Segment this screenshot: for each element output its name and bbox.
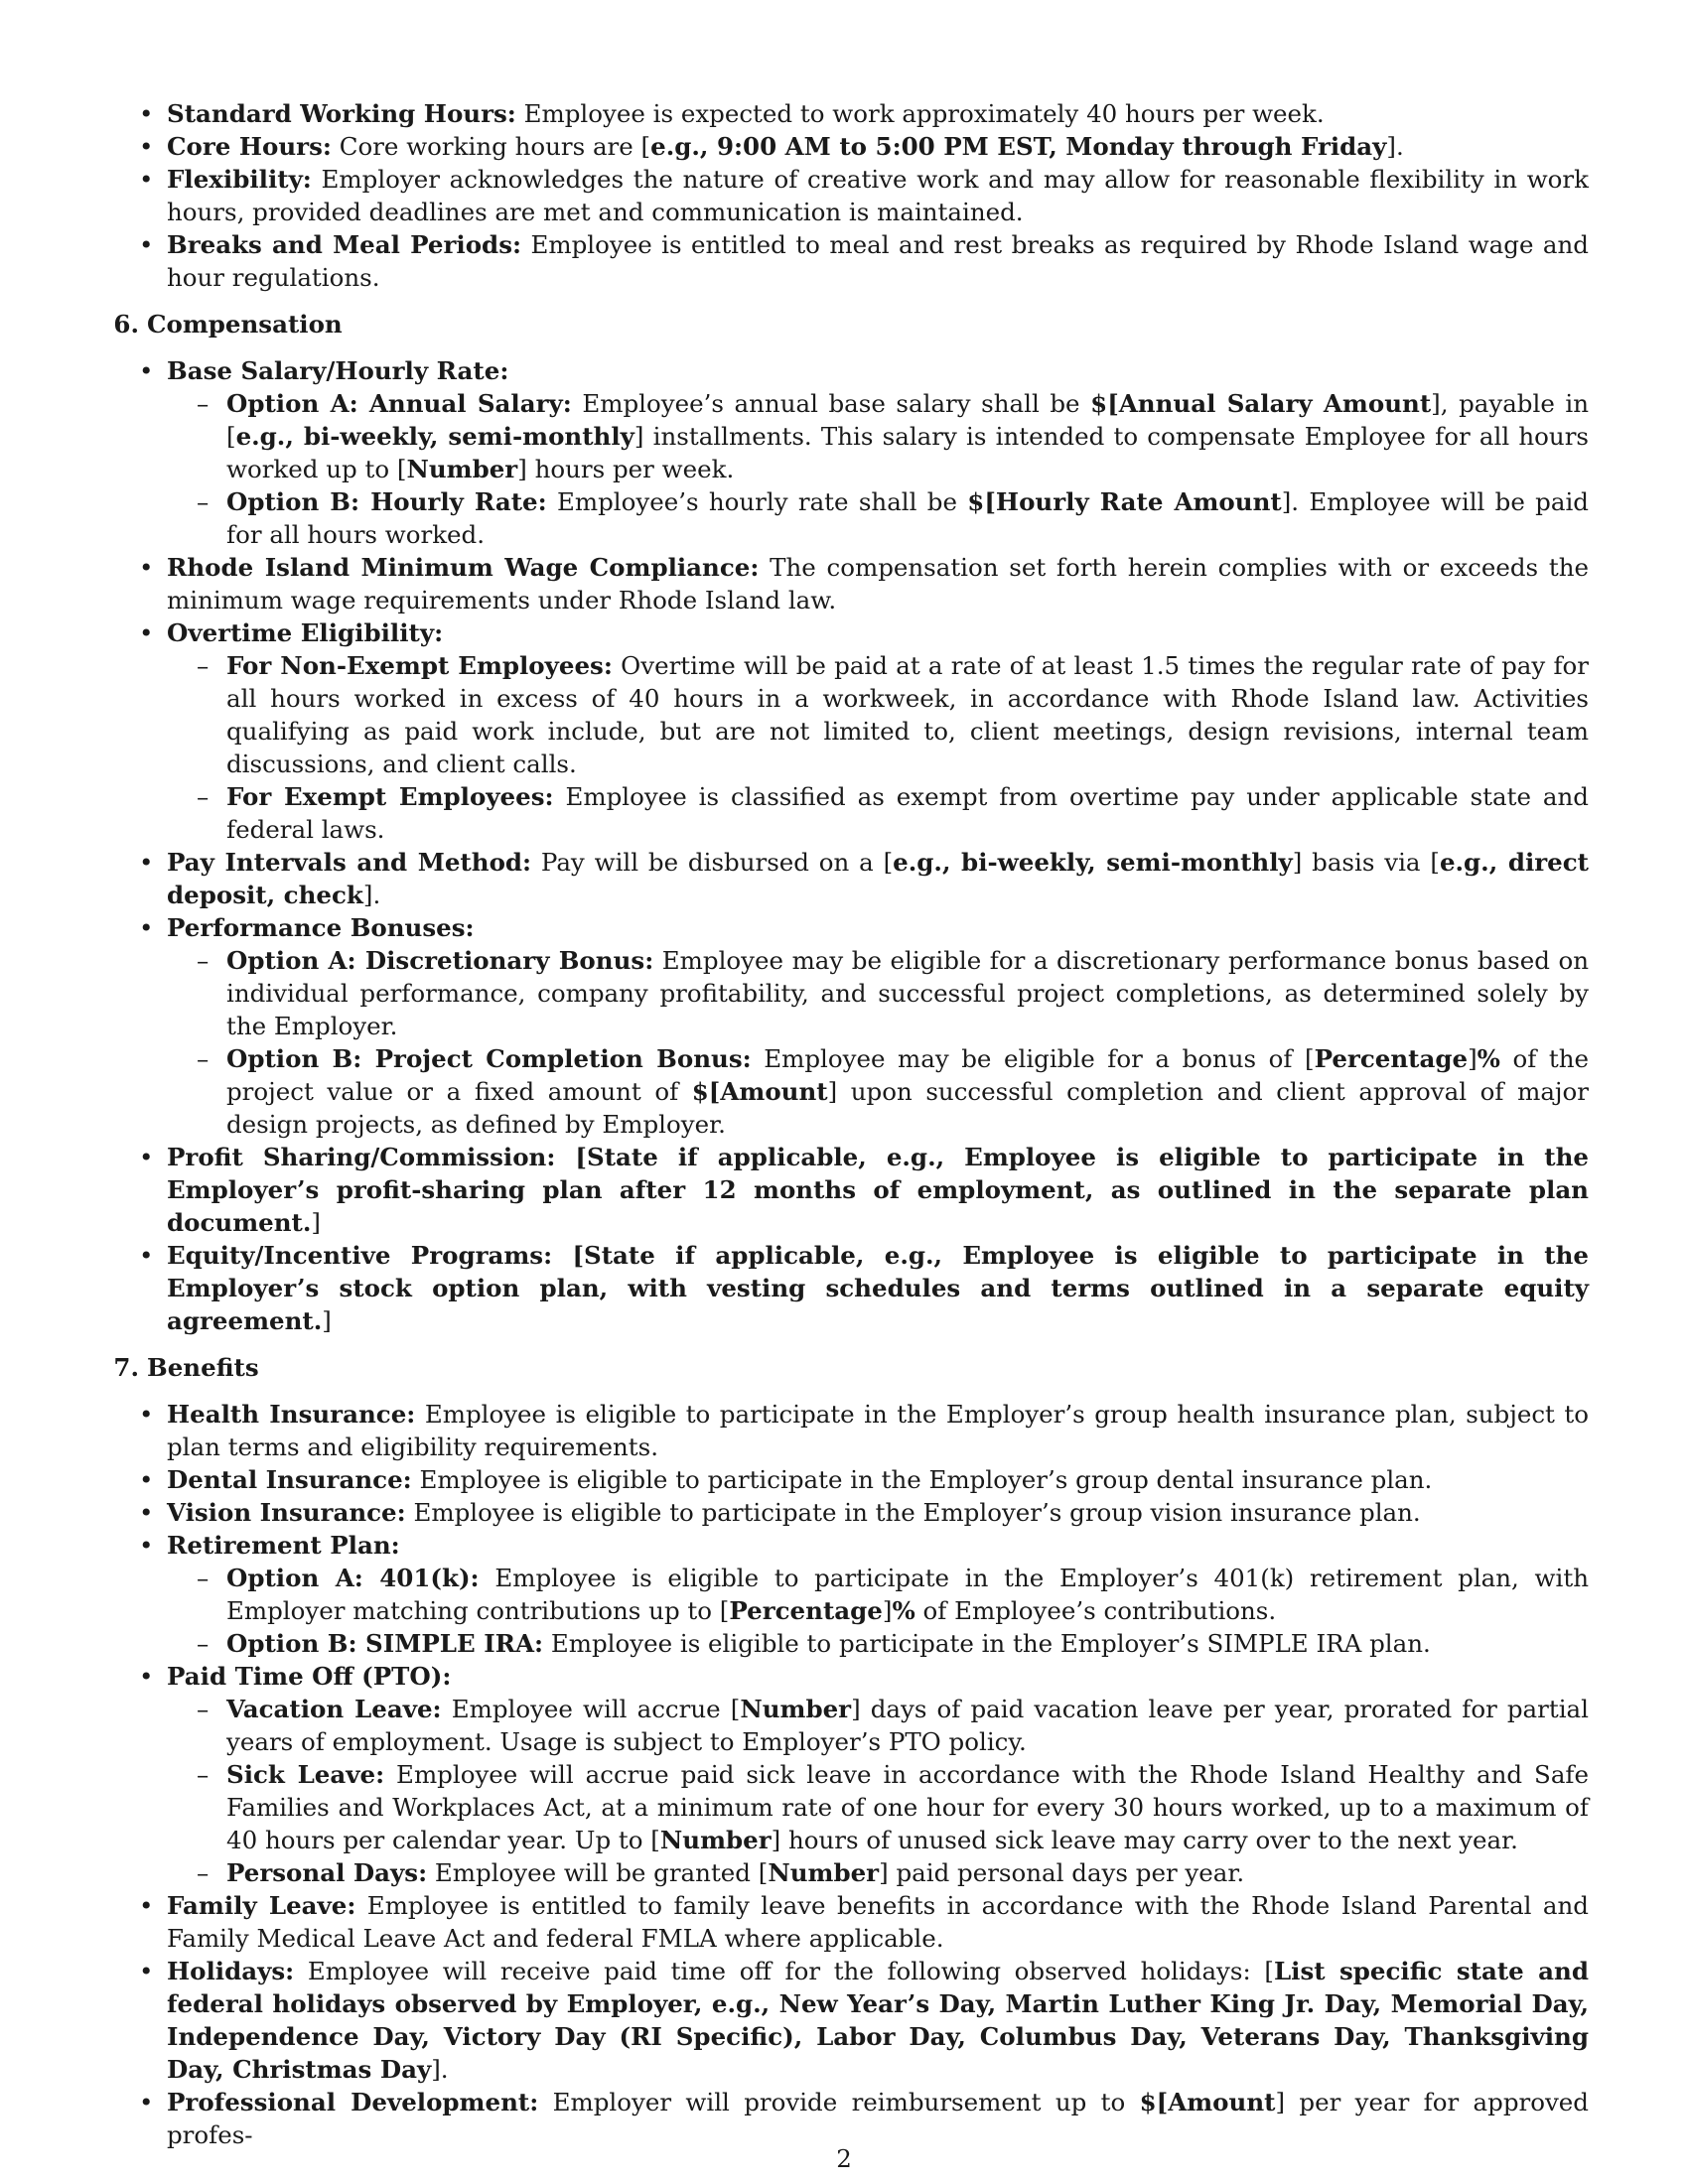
bullet-lead-label: Flexibility: xyxy=(167,165,312,194)
bullet-lead-label: Health Insurance: xyxy=(167,1400,416,1429)
placeholder-text: % xyxy=(1477,1044,1500,1073)
section-6-heading xyxy=(99,308,1589,341)
sub-list xyxy=(167,387,1589,551)
clause-text: ] xyxy=(311,1208,321,1237)
clause-text: of the project value or a fixed amount of xyxy=(226,1044,1589,1106)
sub-list xyxy=(167,944,1589,1141)
placeholder-text: e.g., bi-weekly, semi-monthly xyxy=(893,848,1293,877)
placeholder-text: [State if applicable, e.g., Employee is eligible to participate in the Employer’s stock option plan, with vesting schedules and terms outlined in a separate equity agreement. xyxy=(167,1241,1590,1335)
bullet-lead-label: Breaks and Meal Periods: xyxy=(167,230,522,259)
bullet-lead-label: Standard Working Hours: xyxy=(167,99,516,128)
placeholder-text: e.g., direct deposit, check xyxy=(167,848,1589,909)
bullet-lead-label: Family Leave: xyxy=(167,1891,356,1920)
placeholder-text: Number xyxy=(659,1826,772,1854)
list-item-retirement-plan xyxy=(167,1529,1589,1660)
list-item-rhode-island-minimum-wage-compliance xyxy=(167,551,1589,616)
placeholder-text: $[Hourly Rate Amount xyxy=(967,487,1282,516)
sub-list xyxy=(167,1562,1589,1660)
clause-text: Employee will accrue paid sick leave in accordance with the Rhode Island Healthy and Safe Families and Workplaces Act, at a minimum rate of one hour for every 30 hours worked, up to a maximum of 40 hours per calendar year. Up to [ xyxy=(226,1760,1589,1854)
clause-text: ] upon successful completion and client approval of major design projects, as defined by Employer. xyxy=(226,1077,1589,1139)
clause-text: ] paid personal days per year. xyxy=(879,1858,1245,1887)
placeholder-text: e.g., bi-weekly, semi-monthly xyxy=(235,422,634,451)
document-body xyxy=(113,97,1590,2151)
placeholder-text: Number xyxy=(740,1695,852,1723)
clause-text: ] xyxy=(1468,1044,1477,1073)
sub-lead-label: Option B: SIMPLE IRA: xyxy=(226,1629,544,1658)
bullet-lead-label: Paid Time Off (PTO): xyxy=(167,1662,452,1691)
bullet-lead-label: Holidays: xyxy=(167,1957,295,1985)
clause-text: ] basis via [ xyxy=(1292,848,1440,877)
placeholder-text: e.g., 9:00 AM to 5:00 PM EST, Monday through Friday xyxy=(650,132,1387,161)
placeholder-text: $[Amount xyxy=(1139,2088,1276,2116)
bullet-lead-label: Performance Bonuses: xyxy=(167,913,475,942)
working-hours-list xyxy=(167,97,1589,294)
section-7-heading xyxy=(99,1351,1589,1384)
clause-text: ] hours per week. xyxy=(517,455,735,483)
bullet-lead-label: Vision Insurance: xyxy=(167,1498,406,1527)
placeholder-text: % xyxy=(892,1596,915,1625)
sub-item-option-a-annual-salary xyxy=(226,387,1589,485)
sub-lead-label: Option A: Discretionary Bonus: xyxy=(226,946,654,975)
list-item-dental-insurance xyxy=(167,1463,1589,1496)
clause-text: of Employee’s contributions. xyxy=(914,1596,1277,1625)
sub-item-vacation-leave xyxy=(226,1693,1589,1758)
clause-text: Employer acknowledges the nature of creative work and may allow for reasonable flexibility in work hours, provided deadlines are met and communication is maintained. xyxy=(167,165,1589,226)
sub-item-personal-days xyxy=(226,1856,1589,1889)
bullet-lead-label: Equity/Incentive Programs: xyxy=(167,1241,553,1270)
clause-text: ] xyxy=(882,1596,893,1625)
clause-text: Employee may be eligible for a bonus of [ xyxy=(751,1044,1315,1073)
clause-text: ] per year for approved profes- xyxy=(167,2088,1589,2149)
bullet-lead-label: Pay Intervals and Method: xyxy=(167,848,532,877)
sub-item-sick-leave xyxy=(226,1758,1589,1856)
placeholder-text: $[Amount xyxy=(691,1077,828,1106)
list-item-profit-sharing-commission xyxy=(167,1141,1589,1239)
clause-text: Employee is entitled to family leave benefits in accordance with the Rhode Island Parental and Family Medical Leave Act and federal FMLA where applicable. xyxy=(167,1891,1589,1953)
placeholder-text: Percentage xyxy=(1314,1044,1469,1073)
clause-text: Employee is classified as exempt from overtime pay under applicable state and federal laws. xyxy=(226,782,1589,844)
clause-text: Employee’s hourly rate shall be xyxy=(546,487,968,516)
sub-item-option-a-discretionary-bonus xyxy=(226,944,1589,1042)
clause-text: ] hours of unused sick leave may carry over to the next year. xyxy=(771,1826,1518,1854)
clause-text: ], payable in [ xyxy=(226,389,1590,451)
sub-item-option-b-hourly-rate xyxy=(226,485,1589,551)
clause-text: Employee is eligible to participate in the Employer’s 401(k) retirement plan, with Employer matching contributions up to [ xyxy=(226,1564,1589,1625)
clause-text: ]. Employee will be paid for all hours worked. xyxy=(226,487,1589,549)
section-6-title: Compensation xyxy=(147,310,343,339)
clause-text: ]. xyxy=(1386,132,1404,161)
clause-text: Employee will receive paid time off for the following observed holidays: [ xyxy=(294,1957,1274,1985)
list-item-vision-insurance xyxy=(167,1496,1589,1529)
placeholder-text: [State if applicable, e.g., Employee is eligible to participate in the Employer’s profit-sharing plan after 12 months of employment, as outlined in the separate plan document. xyxy=(167,1143,1590,1237)
clause-text: Core working hours are [ xyxy=(331,132,651,161)
bullet-lead-label: Profit Sharing/Commission: xyxy=(167,1143,556,1171)
clause-text: ]. xyxy=(362,881,381,909)
clause-text: ] xyxy=(322,1306,332,1335)
clause-text: Employee is eligible to participate in the Employer’s group vision insurance plan. xyxy=(405,1498,1421,1527)
section-6-number: 6. xyxy=(113,310,139,339)
sub-lead-label: Option B: Project Completion Bonus: xyxy=(226,1044,752,1073)
clause-text: Employee is expected to work approximately 40 hours per week. xyxy=(515,99,1325,128)
clause-text: Employee’s annual base salary shall be xyxy=(571,389,1091,418)
clause-text: ] days of paid vacation leave per year, prorated for partial years of employment. Usage is subject to Employer’s PTO policy. xyxy=(226,1695,1590,1756)
placeholder-text: Number xyxy=(406,455,518,483)
clause-text: Employer will provide reimbursement up to xyxy=(538,2088,1140,2116)
sub-item-option-b-simple-ira xyxy=(226,1627,1589,1660)
list-item-standard-working-hours xyxy=(167,97,1589,130)
list-item-paid-time-off-pto xyxy=(167,1660,1589,1889)
placeholder-text: Percentage xyxy=(729,1596,883,1625)
sub-list xyxy=(167,649,1589,846)
clause-text: Employee will be granted [ xyxy=(427,1858,769,1887)
sub-lead-label: For Exempt Employees: xyxy=(226,782,554,811)
placeholder-text: List specific state and federal holidays observed by Employer, e.g., New Year’s Day, Martin Luther King Jr. Day, Memorial Day, Independence Day, Victory Day (RI Specific), Labor Day, Columbus Day, Veterans Day, Thanksgiving Day, Christmas Day xyxy=(167,1957,1589,2084)
sub-item-for-exempt-employees xyxy=(226,780,1589,846)
list-item-family-leave xyxy=(167,1889,1589,1955)
clause-text: Employee is entitled to meal and rest breaks as required by Rhode Island wage and hour regulations. xyxy=(167,230,1589,292)
sub-lead-label: Vacation Leave: xyxy=(226,1695,442,1723)
section-7-title: Benefits xyxy=(147,1353,259,1382)
bullet-lead-label: Core Hours: xyxy=(167,132,332,161)
placeholder-text: $[Annual Salary Amount xyxy=(1090,389,1432,418)
sub-list xyxy=(167,1693,1589,1889)
bullet-lead-label: Professional Development: xyxy=(167,2088,539,2116)
bullet-lead-label: Overtime Eligibility: xyxy=(167,618,444,647)
list-item-overtime-eligibility xyxy=(167,616,1589,846)
clause-text: Employee is eligible to participate in the Employer’s group health insurance plan, subject to plan terms and eligibility requirements. xyxy=(167,1400,1589,1461)
compensation-list xyxy=(167,354,1589,1337)
clause-text: Employee will accrue [ xyxy=(441,1695,741,1723)
sub-lead-label: Option A: Annual Salary: xyxy=(226,389,572,418)
list-item-base-salary-hourly-rate xyxy=(167,354,1589,551)
sub-item-option-b-project-completion-bonus xyxy=(226,1042,1589,1141)
clause-text: ] installments. This salary is intended to compensate Employee for all hours worked up to [ xyxy=(226,422,1589,483)
list-item-performance-bonuses xyxy=(167,911,1589,1141)
clause-text: Overtime will be paid at a rate of at least 1.5 times the regular rate of pay for all hours worked in excess of 40 hours in a workweek, in accordance with Rhode Island law. Activities qualifying as paid work include, but are not limited to, client meetings, design revisions, internal team discussions, and client calls. xyxy=(226,651,1589,778)
list-item-flexibility xyxy=(167,163,1589,228)
bullet-lead-label: Rhode Island Minimum Wage Compliance: xyxy=(167,553,760,582)
section-7-number: 7. xyxy=(113,1353,139,1382)
sub-lead-label: Personal Days: xyxy=(226,1858,428,1887)
list-item-holidays xyxy=(167,1955,1589,2086)
sub-lead-label: Option B: Hourly Rate: xyxy=(226,487,547,516)
page-number: 2 xyxy=(836,2144,852,2173)
clause-text: The compensation set forth herein complies with or exceeds the minimum wage requirements under Rhode Island law. xyxy=(167,553,1589,614)
sub-lead-label: For Non-Exempt Employees: xyxy=(226,651,613,680)
bullet-lead-label: Dental Insurance: xyxy=(167,1465,412,1494)
list-item-breaks-and-meal-periods xyxy=(167,228,1589,294)
clause-text: ]. xyxy=(431,2055,449,2084)
clause-text: Employee is eligible to participate in the Employer’s group dental insurance plan. xyxy=(411,1465,1433,1494)
bullet-lead-label: Retirement Plan: xyxy=(167,1531,400,1560)
clause-text: Pay will be disbursed on a [ xyxy=(531,848,894,877)
list-item-equity-incentive-programs xyxy=(167,1239,1589,1337)
list-item-professional-development xyxy=(167,2086,1589,2151)
sub-item-for-non-exempt-employees xyxy=(226,649,1589,780)
bullet-lead-label: Base Salary/Hourly Rate: xyxy=(167,356,509,385)
clause-text: Employee may be eligible for a discretionary performance bonus based on individual performance, company profitability, and successful project completions, as determined solely by the Employer. xyxy=(226,946,1589,1040)
list-item-health-insurance xyxy=(167,1398,1589,1463)
benefits-list xyxy=(167,1398,1589,2151)
sub-item-option-a-401-k xyxy=(226,1562,1589,1627)
sub-lead-label: Option A: 401(k): xyxy=(226,1564,480,1592)
list-item-pay-intervals-and-method xyxy=(167,846,1589,911)
list-item-core-hours xyxy=(167,130,1589,163)
sub-lead-label: Sick Leave: xyxy=(226,1760,385,1789)
clause-text: Employee is eligible to participate in the Employer’s SIMPLE IRA plan. xyxy=(543,1629,1431,1658)
placeholder-text: Number xyxy=(768,1858,880,1887)
